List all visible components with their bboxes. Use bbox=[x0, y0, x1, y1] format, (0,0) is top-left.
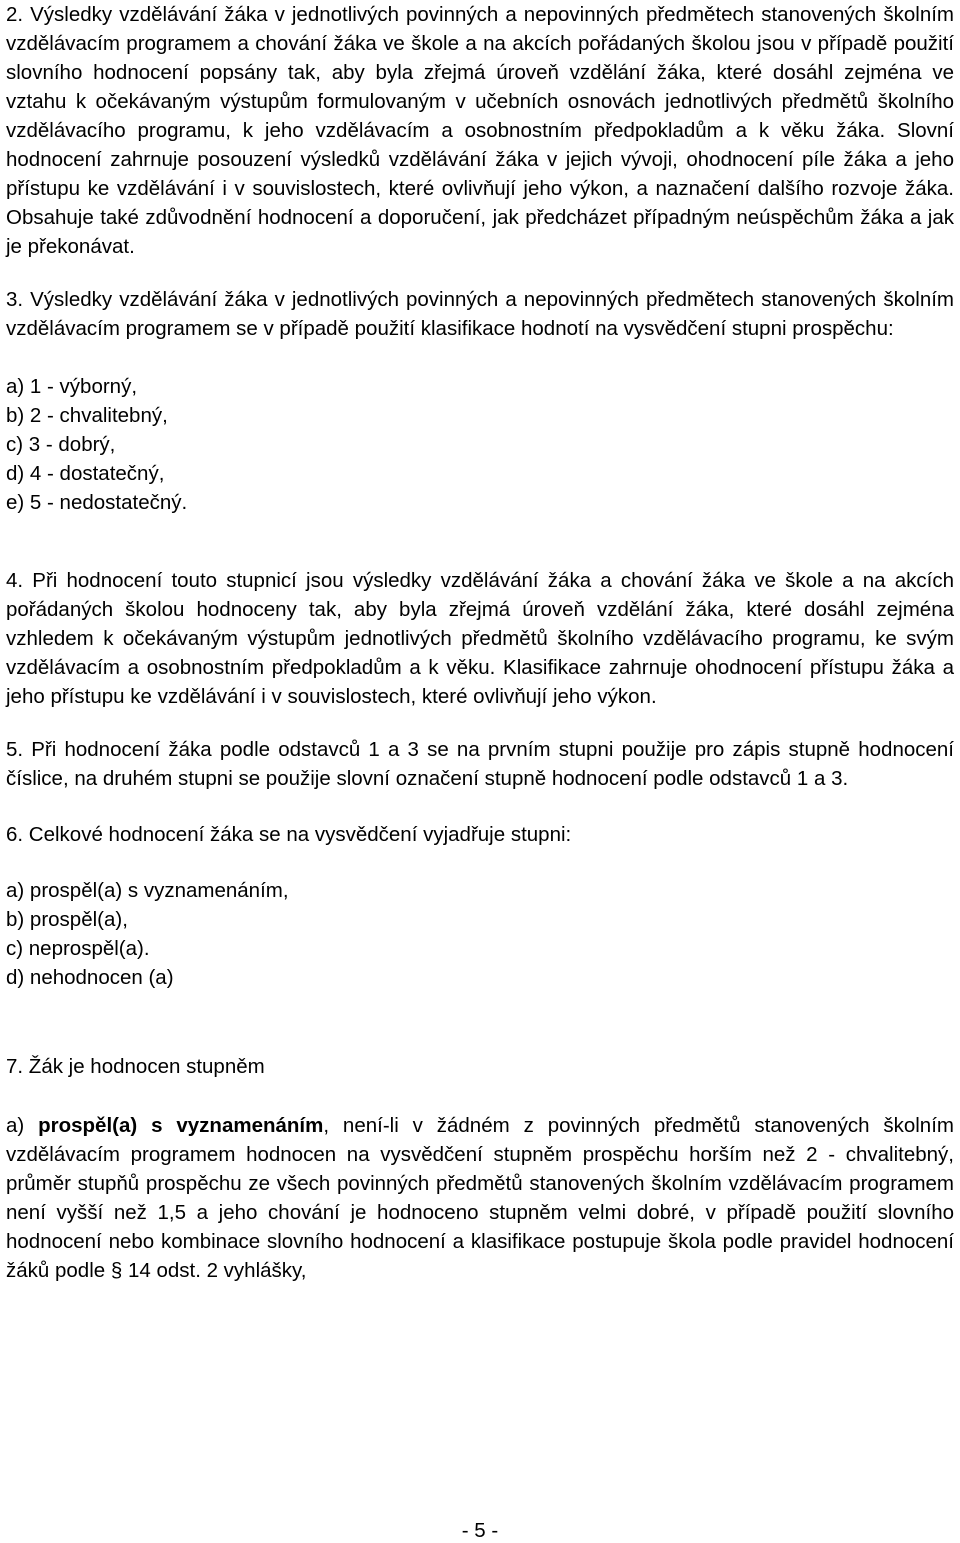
list-item: a) 1 - výborný, bbox=[6, 375, 138, 398]
section-7-item-a bbox=[6, 1111, 954, 1285]
item-a-text: , není-li v žádném z povinných předmětů stanovených školním vzdělávacím programem hodnocen na vysvědčení stupněm prospěchu horším než 2 - chvalitebný, průměr stupňů prospěchu ze všech povinných předmětů stanovených školním vzdělávacím programem není vyšší než 1,5 a jeho chování je hodnoceno stupněm velmi dobré, v případě použití slovního hodnocení nebo kombinace slovního hodnocení a klasifikace postupuje škola podle pravidel hodnocení žáků podle § 14 odst. 2 vyhlášky, bbox=[6, 1114, 954, 1282]
list-item: c) 3 - dobrý, bbox=[6, 433, 116, 456]
section-6-paragraph: 6. Celkové hodnocení žáka se na vysvědčení vyjadřuje stupni: bbox=[6, 823, 572, 846]
section-4-paragraph: 4. Při hodnocení touto stupnicí jsou výsledky vzdělávání žáka a chování žáka ve škole a na akcích pořádaných školou hodnoceny tak, aby byla zřejmá úroveň vzdělání žáka, které dosáhl zejména vzhledem k očekávaným výstupům jednotlivých předmětů školního vzdělávacího programu, ke svým vzdělávacím a osobnostním předpokladům a k věku. Klasifikace zahrnuje ohodnocení přístupu žáka a jeho přístupu ke vzdělávání i v souvislostech, které ovlivňují jeho výkon. bbox=[6, 569, 954, 708]
list-item: b) prospěl(a), bbox=[6, 908, 128, 931]
list-item: c) neprospěl(a). bbox=[6, 937, 150, 960]
grade-scale-list bbox=[6, 372, 954, 517]
section-3-paragraph: 3. Výsledky vzdělávání žáka v jednotlivých povinných a nepovinných předmětech stanovených školním vzdělávacím programem se v případě použití klasifikace hodnotí na vysvědčení stupni prospěchu: bbox=[6, 288, 954, 340]
overall-evaluation-list bbox=[6, 876, 954, 992]
item-a-prefix: a) bbox=[6, 1114, 39, 1137]
list-item: d) 4 - dostatečný, bbox=[6, 462, 165, 485]
list-item: a) prospěl(a) s vyznamenáním, bbox=[6, 879, 289, 902]
section-5-paragraph: 5. Při hodnocení žáka podle odstavců 1 a 3 se na prvním stupni použije pro zápis stupně hodnocení číslice, na druhém stupni se použije slovní označení stupně hodnocení podle odstavců 1 a 3. bbox=[6, 738, 954, 790]
page-number: - 5 - bbox=[461, 1519, 499, 1542]
item-a-bold-term: prospěl(a) s vyznamenáním bbox=[38, 1114, 324, 1137]
section-2-paragraph: 2. Výsledky vzdělávání žáka v jednotlivých povinných a nepovinných předmětech stanovených školním vzdělávacím programem a chování žáka ve škole a na akcích pořádaných školou jsou v případě použití slovního hodnocení popsány tak, aby byla zřejmá úroveň vzdělání žáka, které dosáhl zejména ve vztahu k očekávaným výstupům formulovaným v učebních osnovách jednotlivých předmětů školního vzdělávacího programu, k jeho vzdělávacím a osobnostním předpokladům a k věku žáka. Slovní hodnocení zahrnuje posouzení výsledků vzdělávání žáka v jejich vývoji, ohodnocení píle žáka a jeho přístupu ke vzdělávání i v souvislostech, které ovlivňují jeho výkon, a naznačení dalšího rozvoje žáka. Obsahuje také zdůvodnění hodnocení a doporučení, jak předcházet případným neúspěchům žáka a jak je překonávat. bbox=[6, 3, 954, 258]
list-item: e) 5 - nedostatečný. bbox=[6, 491, 188, 514]
list-item: b) 2 - chvalitebný, bbox=[6, 404, 168, 427]
list-item: d) nehodnocen (a) bbox=[6, 966, 174, 989]
section-7-heading: 7. Žák je hodnocen stupněm bbox=[6, 1055, 265, 1078]
